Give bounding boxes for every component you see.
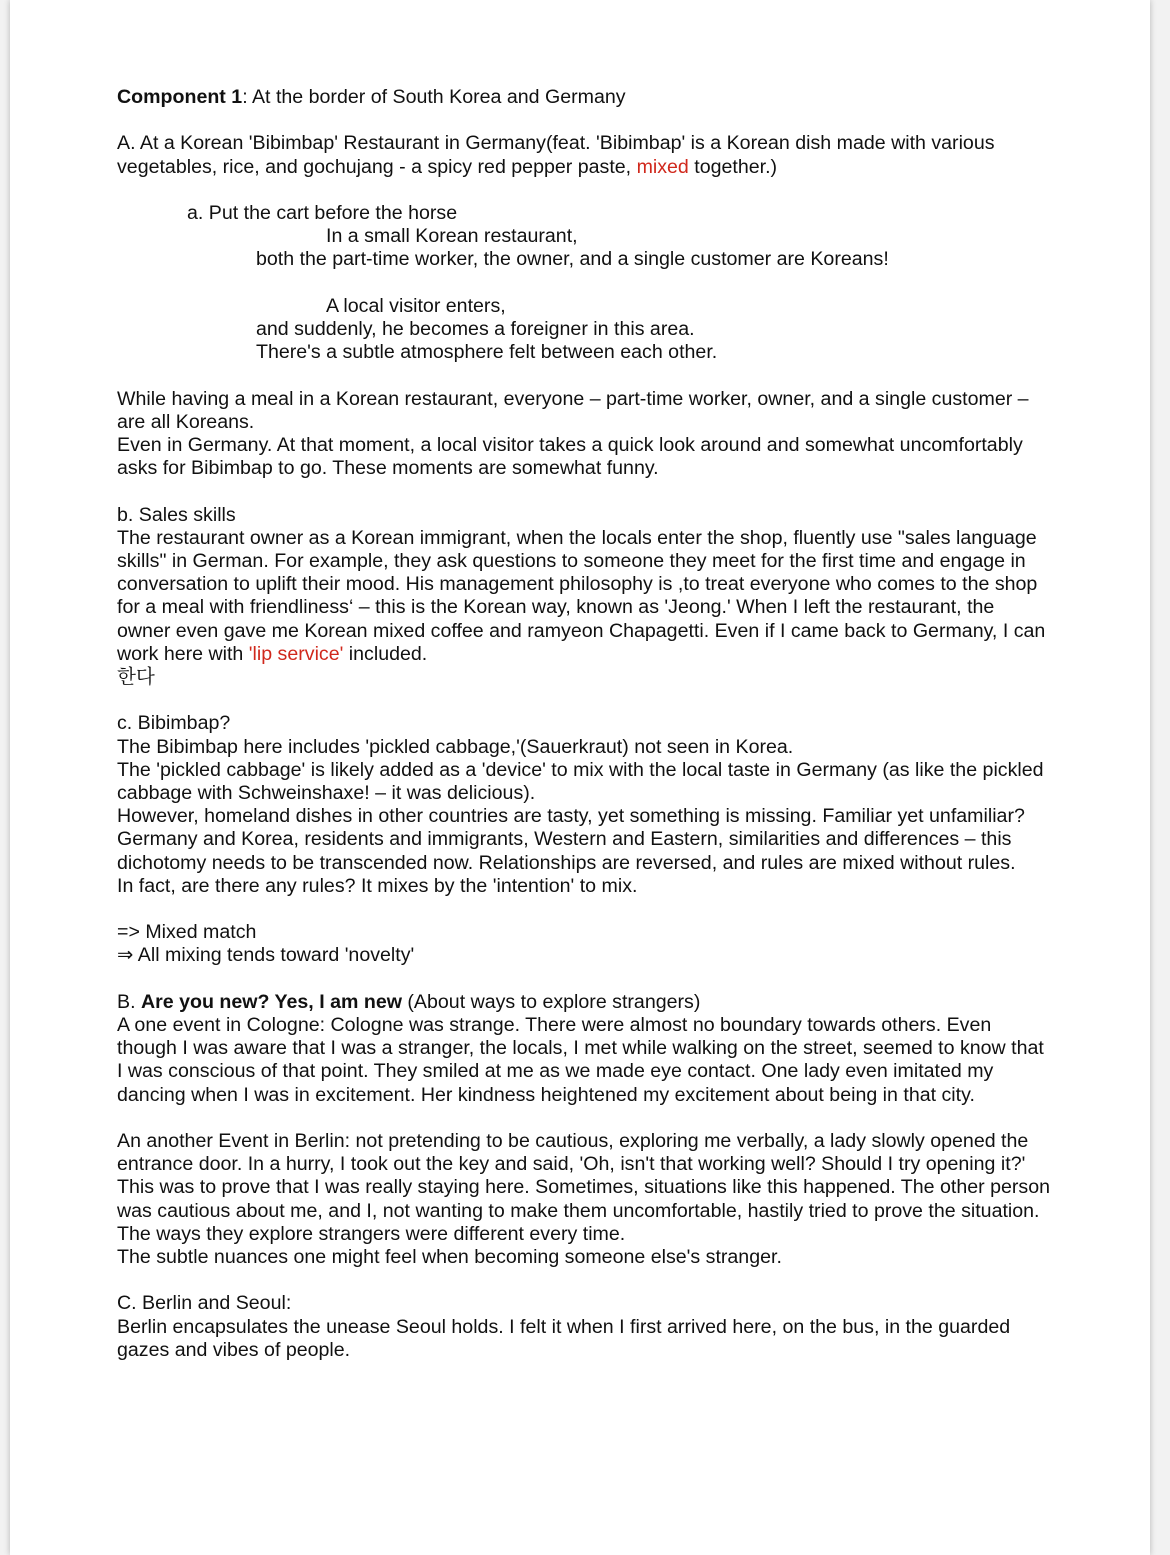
korean-text: 한다	[117, 666, 155, 688]
component-title: Component 1: At the border of South Korea and Germany	[117, 86, 626, 108]
subsection-b-heading: b. Sales skills	[117, 503, 236, 526]
paragraph: Even in Germany. At that moment, a local visitor takes a quick look around and somewhat uncomfortably asks for Bibimbap to go. These moments are somewhat funny.	[117, 433, 1023, 480]
arrow-line: => Mixed match	[117, 921, 257, 944]
section-b-heading: B. Are you new? Yes, I am new (About ways to explore strangers)	[117, 990, 701, 1013]
document-page	[10, 0, 1150, 1555]
paragraph: The restaurant owner as a Korean immigrant, when the locals enter the shop, fluently use "sales language skills" in German. For example, they ask questions to someone they meet for the first time and engage in conversation to uplift their mood. His management philosophy is ,to treat everyone who comes to the shop for a meal with friendliness‘ – this is the Korean way, known as 'Jeong.' When I left the restaurant, the owner even gave me Korean mixed coffee and ramyeon Chapagetti. Even if I came back to Germany, I can work here with 'lip service' included.	[117, 526, 1046, 665]
document-body	[117, 86, 1052, 1362]
highlight-mixed: mixed	[636, 155, 689, 178]
paragraph: An another Event in Berlin: not pretending to be cautious, exploring me verbally, a lady slowly opened the entrance door. In a hurry, I took out the key and said, 'Oh, isn't that working well? Should I try opening it?' This was to prove that I was really staying here. Sometimes, situations like this happened. The other person was cautious about me, and I, not wanting to make them uncomfortable, hastily tried to prove the situation. The ways they explore strangers were different every time.	[117, 1130, 1050, 1245]
paragraph: The 'pickled cabbage' is likely added as a 'device' to mix with the local taste in Germany (as like the pickled cabbage with Schweinshaxe! – it was delicious).	[117, 758, 1044, 804]
paragraph: Germany and Korea, residents and immigrants, Western and Eastern, similarities and differences – this dichotomy needs to be transcended now. Relationships are reversed, and rules are mixed without rules.	[117, 828, 1016, 874]
poem-line: A local visitor enters,	[326, 294, 506, 317]
subsection-c-heading: c. Bibimbap?	[117, 712, 231, 735]
paragraph: However, homeland dishes in other countries are tasty, yet something is missing. Familiar yet unfamiliar?	[117, 805, 1025, 828]
poem-line: both the part-time worker, the owner, and a single customer are Koreans!	[256, 248, 889, 271]
paragraph: The subtle nuances one might feel when becoming someone else's stranger.	[117, 1246, 782, 1269]
paragraph: While having a meal in a Korean restaurant, everyone – part-time worker, owner, and a single customer – are all Koreans.	[117, 387, 1029, 433]
section-a-intro: A. At a Korean 'Bibimbap' Restaurant in Germany(feat. 'Bibimbap' is a Korean dish made with various vegetables, rice, and gochujang - a spicy red pepper paste, mixed together.)	[117, 132, 995, 178]
poem-line: and suddenly, he becomes a foreigner in this area.	[256, 317, 695, 340]
paragraph: In fact, are there any rules? It mixes by the 'intention' to mix.	[117, 874, 638, 897]
paragraph: The Bibimbap here includes 'pickled cabbage,'(Sauerkraut) not seen in Korea.	[117, 735, 794, 758]
subsection-a-heading: a. Put the cart before the horse	[187, 201, 458, 224]
arrow-line: ⇒ All mixing tends toward 'novelty'	[117, 944, 415, 967]
highlight-lip-service: 'lip service'	[248, 642, 344, 665]
section-c-heading: C. Berlin and Seoul:	[117, 1292, 292, 1315]
poem-line: There's a subtle atmosphere felt between each other.	[256, 341, 718, 364]
paragraph: A one event in Cologne: Cologne was strange. There were almost no boundary towards others. Even though I was aware that I was a stranger, the locals, I met while walking on the street, seemed to know that I was conscious of that point. They smiled at me as we made eye contact. One lady even imitated my dancing when I was in excitement. Her kindness heightened my excitement about being in that city.	[117, 1014, 1044, 1106]
poem-line: In a small Korean restaurant,	[326, 225, 578, 248]
paragraph: Berlin encapsulates the unease Seoul holds. I felt it when I first arrived here, on the bus, in the guarded gazes and vibes of people.	[117, 1315, 1011, 1361]
